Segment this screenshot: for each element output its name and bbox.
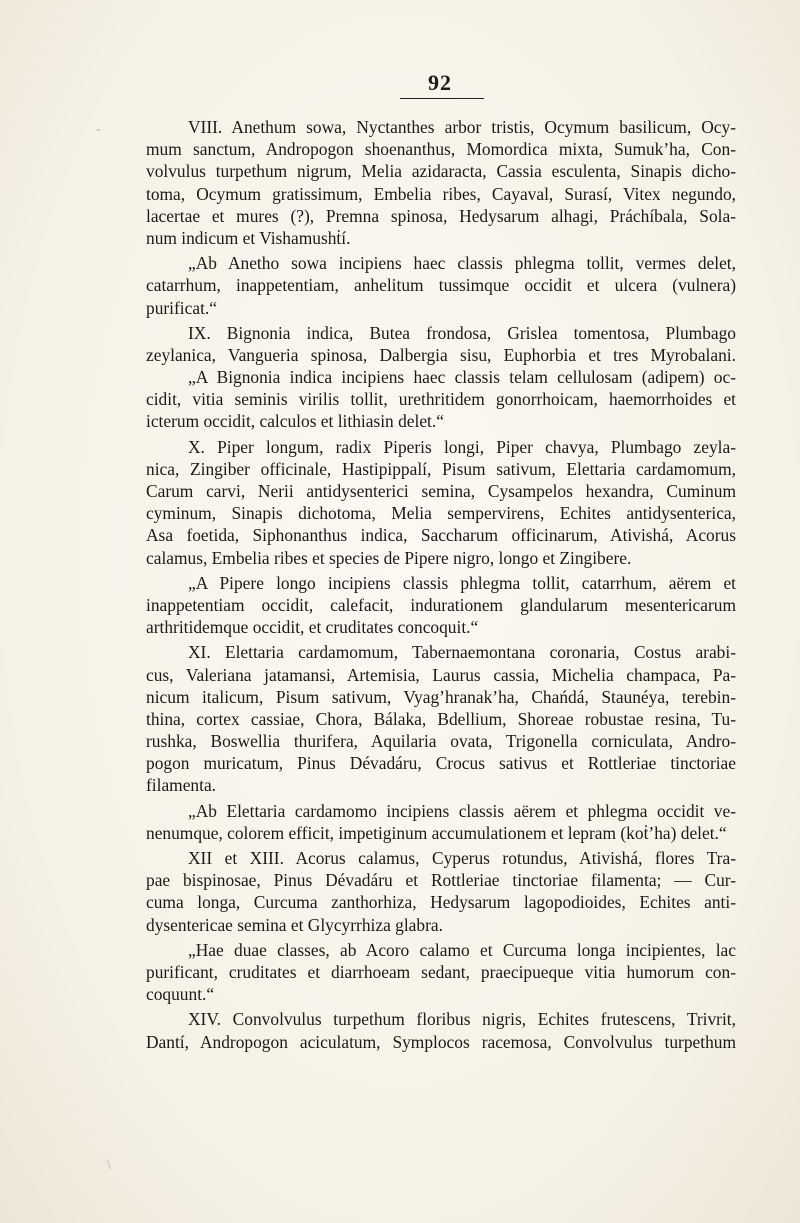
text-line: X. Piper longum, radix Piperis longi, Piper chavya, Plumbago zeyla-: [188, 436, 736, 457]
text-line: icterum occidit, calculos et lithiasin delet.“: [146, 411, 444, 432]
text-line: dysentericae semina et Glycyrrhiza glabra.: [146, 914, 443, 935]
text-line: Dantí, Andropogon aciculatum, Symplocos racemosa, Convolvulus turpethum: [146, 1031, 736, 1052]
text-line: purificant, cruditates et diarrhoeam sedant, praecipueque vitia humorum con-: [146, 961, 736, 982]
text-line: nica, Zingiber officinale, Hastipippalí, Pisum sativum, Elettaria cardamomum,: [146, 458, 736, 479]
text-line: lacertae et mures (?), Premna spinosa, Hedysarum alhagi, Práchíbala, Sola-: [146, 205, 736, 226]
text-line: „A Pipere longo incipiens classis phlegma tollit, catarrhum, aërem et: [188, 572, 736, 593]
text-line: rushka, Boswellia thurifera, Aquilaria ovata, Trigonella corniculata, Andro-: [146, 731, 736, 752]
text-line: „Ab Elettaria cardamomo incipiens classis aërem et phlegma occidit ve-: [188, 800, 736, 821]
header-rule: [400, 98, 484, 99]
text-line: inappetentiam occidit, calefacit, indurationem glandularum mesentericarum: [146, 594, 736, 615]
margin-mark: -: [96, 122, 101, 137]
text-line: XIV. Convolvulus turpethum floribus nigris, Echites frutescens, Trivrit,: [188, 1009, 736, 1030]
text-line: pae bispinosae, Pinus Dévadáru et Rottleriae tinctoriae filamenta; — Cur-: [146, 870, 736, 891]
text-line: purificat.“: [146, 297, 217, 318]
text-line: „Ab Anetho sowa incipiens haec classis phlegma tollit, vermes delet,: [188, 253, 736, 274]
text-line: cus, Valeriana jatamansi, Artemisia, Laurus cassia, Michelia champaca, Pa-: [146, 664, 736, 685]
text-line: XI. Elettaria cardamomum, Tabernaemontana coronaria, Costus arabi-: [188, 642, 736, 663]
text-line: IX. Bignonia indica, Butea frondosa, Grislea tomentosa, Plumbago: [188, 322, 736, 343]
text-line: arthritidemque occidit, et cruditates concoquit.“: [146, 617, 479, 638]
text-line: Asa foetida, Siphonanthus indica, Saccharum officinarum, Ativishá, Acorus: [146, 525, 736, 546]
text-line: filamenta.: [146, 775, 217, 796]
body-text: [146, 116, 736, 1053]
text-line: Carum carvi, Nerii antidysenterici semina, Cysampelos hexandra, Cuminum: [146, 481, 736, 501]
text-line: mum sanctum, Andropogon shoenanthus, Momordica mixta, Sumuk’ha, Con-: [146, 139, 736, 160]
text-line: calamus, Embelia ribes et species de Pipere nigro, longo et Zingibere.: [146, 547, 632, 568]
margin-mark: \: [107, 1158, 111, 1173]
text-line: „Hae duae classes, ab Acoro calamo et Curcuma longa incipientes, lac: [188, 939, 736, 960]
text-line: nicum italicum, Pisum sativum, Vyag’hranak’ha, Chańdá, Staunéya, terebin-: [146, 686, 736, 707]
text-line: catarrhum, inappetentiam, anhelitum tussimque occidit et ulcera (vulnera): [146, 275, 736, 296]
text-line: VIII. Anethum sowa, Nyctanthes arbor tristis, Ocymum basilicum, Ocy-: [188, 117, 736, 137]
text-line: XII et XIII. Acorus calamus, Cyperus rotundus, Ativishá, flores Tra-: [188, 848, 736, 868]
text-line: coquunt.“: [146, 984, 215, 1005]
text-line: „A Bignonia indica incipiens haec classis telam cellulosam (adipem) oc-: [188, 367, 736, 388]
text-line: cidit, vitia seminis virilis tollit, urethritidem gonorrhoicam, haemorrhoides et: [146, 389, 736, 410]
text-line: cyminum, Sinapis dichotoma, Melia sempervirens, Echites antidysenterica,: [146, 503, 736, 524]
text-line: thina, cortex cassiae, Chora, Bálaka, Bdellium, Shoreae robustae resina, Tu-: [146, 708, 736, 729]
text-line: zeylanica, Vangueria spinosa, Dalbergia sisu, Euphorbia et tres Myrobalani.: [146, 344, 736, 365]
text-line: volvulus turpethum nigrum, Melia azidaracta, Cassia esculenta, Sinapis dicho-: [146, 161, 736, 182]
page-number: 92: [428, 70, 452, 95]
text-line: pogon muricatum, Pinus Dévadáru, Crocus sativus et Rottleriae tinctoriae: [146, 753, 736, 774]
text-line: num indicum et Vishamushṫí.: [146, 227, 351, 248]
text-line: nenumque, colorem efficit, impetiginum accumulationem et lepram (koṫ’ha) delet.“: [146, 822, 727, 843]
text-line: cuma longa, Curcuma zanthorhiza, Hedysarum lagopodioides, Echites anti-: [146, 892, 736, 913]
text-line: toma, Ocymum gratissimum, Embelia ribes, Cayaval, Surasí, Vitex negundo,: [146, 183, 736, 204]
